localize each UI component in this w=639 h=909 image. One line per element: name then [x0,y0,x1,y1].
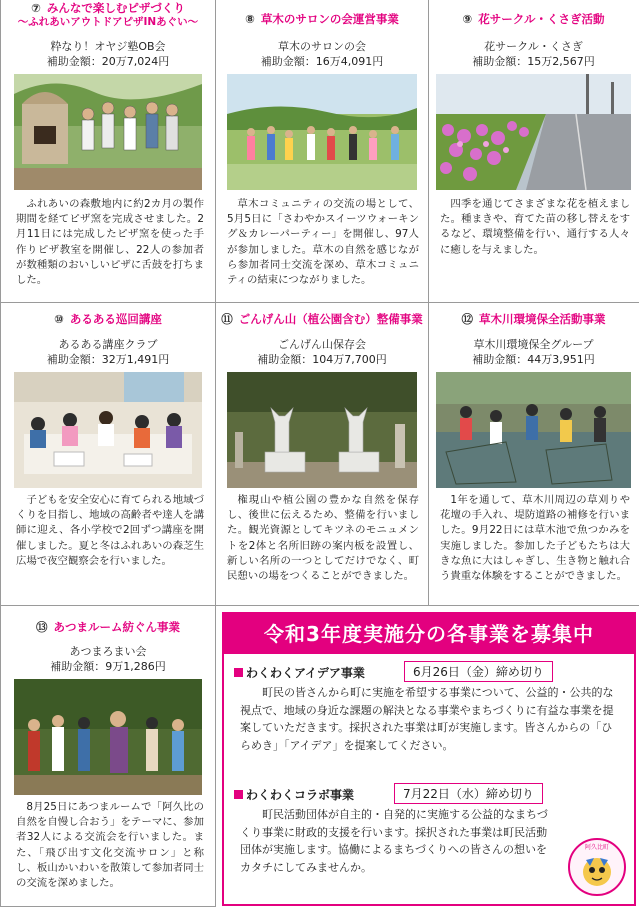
subsidy-amount: 補助金額：9万1,286円 [50,660,166,673]
recruitment-banner [222,612,636,906]
card-description: 1年を通して、草木川周辺の草刈りや花壇の手入れ、堤防道路の補修を行いました。9月22日には草木池で魚つかみを実施しました。参加した子どもたちは大きな魚に大はしゃぎし、生き物と触れ合う貴重な体験をすることができました。 [440,494,630,583]
square-bullet-icon [234,668,243,677]
rule-outer-left [0,0,1,907]
card-title-main: ごんげん山（植公園含む）整備事業 [238,312,423,326]
org-name: 粋なり！オヤジ塾OB会 [50,40,166,53]
card-title-main: 草木川環境保全活動事業 [479,312,606,326]
subsidy-amount: 補助金額：32万1,491円 [46,353,170,366]
project-card-11 [217,303,427,603]
square-bullet-icon [234,790,243,799]
card-number: ⑧ [245,12,255,26]
collab-project-description: 町民活動団体が自主的・自発的に実施する公益的なまちづくり事業に財政的支援を行います。採択された事業は町民活動団体が実施します。協働によるまちづくりへの皆さんの想いをカタチにしてみませんか。 [240,808,548,874]
mascot-badge-icon [568,838,626,896]
card-title-main: 草木のサロンの会運営事業 [260,12,399,26]
card-number: ⑨ [462,12,473,26]
idea-project-heading [234,664,365,681]
card-description: 四季を通じてさまざまな花を植えました。種まきや、育てた苗の移し替えをするなど、環境整備を行い、通行する人々に癒しを与えました。 [440,198,630,256]
mascot-label: 阿久比町 [584,844,609,851]
photo-flower-bed [436,74,631,190]
card-title [217,12,427,26]
card-title [430,12,637,26]
photo-classroom-lecture [14,372,202,488]
card-title [4,2,212,29]
subsidy-amount: 補助金額：104万7,700円 [257,353,387,366]
rule-outer-bottom [0,906,216,907]
card-title-main: あるある巡回講座 [69,312,162,326]
card-description: ふれあいの森敷地内に約2カ月の製作期間を経てピザ窯を完成させました。2月11日には完成したピザ窯を使った手作りピザ教室を開催し、22人の参加者が数種類のおいしいピザに舌鼓を打ちました。 [16,198,204,287]
card-description: 子どもを安全安心に育てられる地域づくりを目指し、地域の高齢者や達人を講師に迎え、各小学校で2回ずつ講座を開催しました。夏と冬はふれあいの森芝生広場で夜空観察会を行いました。 [16,494,204,567]
photo-river-fishing [436,372,631,488]
idea-project-deadline: 6月26日（金）締め切り [404,661,553,682]
org-name: ごんげん山保存会 [278,338,366,351]
org-name: 草木川環境保全グループ [473,338,594,351]
collab-project-label: わくわくコラボ事業 [246,788,355,802]
photo-walking-event [227,74,417,190]
idea-project-label: わくわくアイデア事業 [246,666,365,680]
card-title-main: みんなで楽しむピザづくり [46,1,185,15]
org-name: あるある講座クラブ [58,338,158,351]
subsidy-amount: 補助金額：15万2,567円 [472,55,595,68]
project-card-13 [4,606,212,906]
project-card-9 [430,0,637,300]
project-card-8 [217,0,427,300]
card-number: ⑩ [54,312,64,326]
card-number: ⑬ [36,620,48,634]
subsidy-amount: 補助金額：16万4,091円 [260,55,384,68]
photo-pizza-oven [14,74,202,190]
org-name: 草木のサロンの会 [278,40,366,53]
project-card-7 [4,0,212,300]
card-number: ⑪ [221,312,233,326]
collab-project-heading [234,786,354,803]
idea-project-description: 町民の皆さんから町に実施を希望する事業について、公益的・公共的な視点で、地域の身近な課題の解決となる事業やまちづくりに有益な事業を提案していただきます。採択された事業は町が実施します。皆さんからの「ひらめき」「アイデア」を提案してください。 [240,686,614,752]
card-description: 草木コミュニティの交流の場として、5月5日に「さわやかスイーツウォーキング＆カレーパーティー」を開催し、97人が参加しました。草木の自然を感じながら参加者同士交流を深め、草木コミュニティの結束につながりました。 [227,198,419,287]
card-title [217,312,427,326]
org-name: 花サークル・くさぎ [484,40,583,53]
project-card-10 [4,303,212,603]
subsidy-amount: 補助金額：44万3,951円 [472,353,595,366]
card-description: 権現山や植公園の豊かな自然を保存し、後世に伝えるため、整備を行いました。観光資源としてキツネのモニュメントを2体と名所旧跡の案内板を設置し、新しい名所の一つとしてだけでなく、町民憩いの場をつくることができました。 [227,494,419,583]
banner-title: 令和3年度実施分の各事業を募集中 [224,614,634,654]
rule-v3 [215,605,216,907]
card-title [4,620,212,634]
subsidy-amount: 補助金額：20万7,024円 [46,55,170,68]
collab-project-deadline: 7月22日（水）締め切り [394,783,543,804]
card-number: ⑫ [461,312,473,326]
card-title-main: あつまルーム紡ぐん事業 [53,620,180,634]
card-title-main: 花サークル・くさぎ活動 [478,12,605,26]
card-number: ⑦ [31,1,41,15]
card-title [430,312,637,326]
project-card-12 [430,303,637,603]
org-name: あつまろまい会 [69,645,147,658]
photo-forest-walk [14,679,202,795]
card-title [4,312,212,326]
card-title-sub: ～ふれあいアウトドアピザINあぐい～ [17,16,199,28]
card-description: 8月25日にあつまルームで「阿久比の自然を自慢し合おう」をテーマに、参加者32人による交流会を行いました。また、「飛び出す文化交流サロン」と称し、板山かいわいを散策して参加者同士の交流を深めました。 [16,801,204,890]
photo-fox-monuments [227,372,417,488]
